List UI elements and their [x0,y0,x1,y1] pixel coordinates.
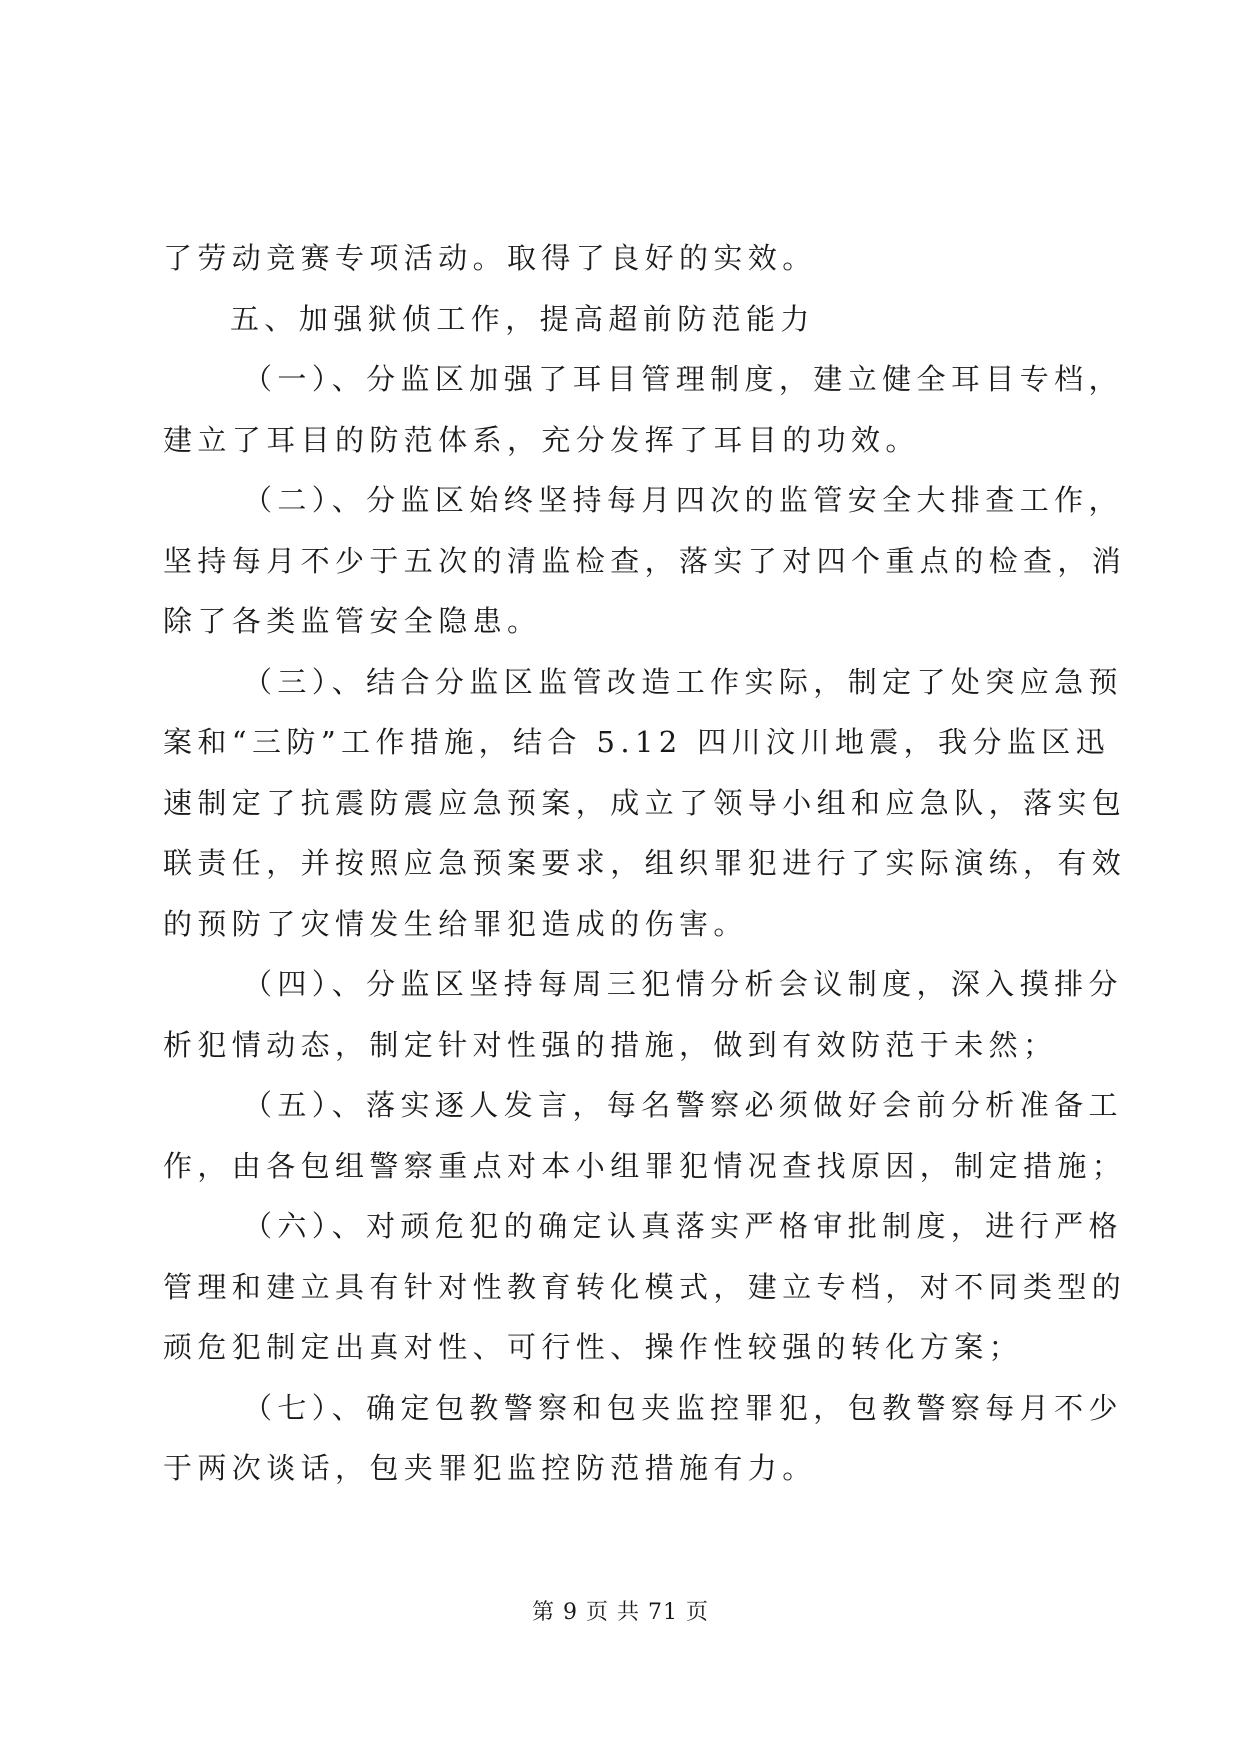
page-number-footer: 第 9 页 共 71 页 [532,1600,709,1625]
body-line: 联责任，并按照应急预案要求，组织罪犯进行了实际演练，有效 [163,846,1127,880]
paragraph-first-line: （二）、分监区始终坚持每月四次的监管安全大排查工作， [243,483,1123,517]
body-line: 速制定了抗震防震应急预案，成立了领导小组和应急队，落实包 [163,785,1127,820]
body-line: 案和“三防”工作措施，结合 5.12 四川汶川地震，我分监区迅 [163,725,1111,759]
paragraph-first-line: （六）、对顽危犯的确定认真落实严格审批制度，进行严格 [243,1209,1123,1243]
body-line: 除了各类监管安全隐患。 [163,604,542,638]
body-line: 析犯情动态，制定针对性强的措施，做到有效防范于未然； [163,1027,1058,1062]
section-heading: 五、加强狱侦工作，提高超前防范能力 [230,301,815,336]
body-line: 的预防了灾情发生给罪犯造成的伤害。 [163,906,748,941]
paragraph-first-line: （三）、结合分监区监管改造工作实际，制定了处突应急预 [243,664,1123,699]
paragraph-first-line: （五）、落实逐人发言，每名警察必须做好会前分析准备工 [243,1088,1123,1122]
body-line: 顽危犯制定出真对性、可行性、操作性较强的转化方案； [163,1330,1024,1364]
body-line: 了劳动竞赛专项活动。取得了良好的实效。 [163,241,817,275]
body-line: 作，由各包组警察重点对本小组罪犯情况查找原因，制定措施； [163,1148,1127,1183]
paragraph-first-line: （四）、分监区坚持每周三犯情分析会议制度，深入摸排分 [243,967,1123,1001]
document-body [163,228,1127,1499]
body-line: 于两次谈话，包夹罪犯监控防范措施有力。 [163,1451,817,1485]
body-line: 坚持每月不少于五次的清监检查，落实了对四个重点的检查，消 [163,543,1127,578]
body-line: 管理和建立具有针对性教育转化模式，建立专档，对不同类型的 [163,1269,1127,1304]
paragraph-first-line: （七）、确定包教警察和包夹监控罪犯，包教警察每月不少 [243,1390,1123,1425]
body-line: 建立了耳目的防范体系，充分发挥了耳目的功效。 [163,422,920,457]
paragraph-first-line: （一）、分监区加强了耳目管理制度，建立健全耳目专档， [243,362,1123,396]
